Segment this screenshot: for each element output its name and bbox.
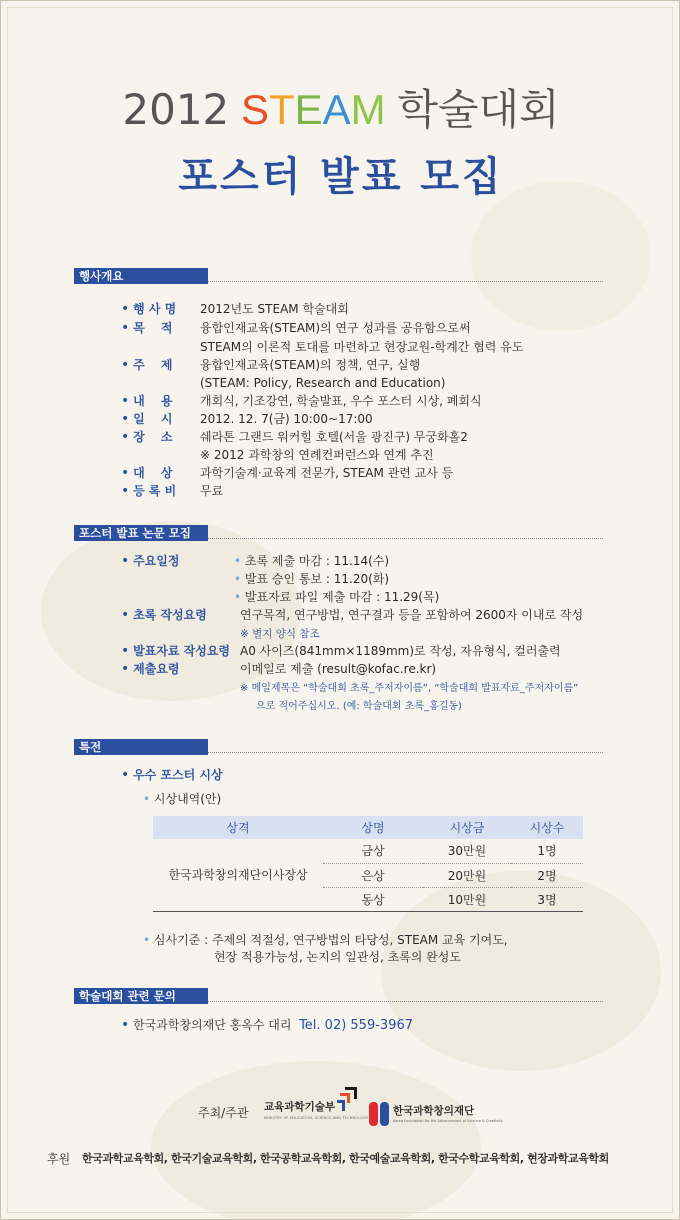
prize-count: 2명 <box>511 863 583 887</box>
bullet-icon: • <box>121 661 130 677</box>
title-suffix: 학술대회 <box>397 85 560 134</box>
overview-place-row <box>121 429 172 446</box>
overview-date: 2012. 12. 7(금) 10:00~17:00 <box>200 412 373 426</box>
title-steam <box>241 86 386 133</box>
bullet-icon: • <box>121 357 130 373</box>
sub-bullet-icon: • <box>234 590 242 604</box>
poster-schedule-text: 발표자료 파일 제출 마감 : 11.29(목) <box>244 590 440 604</box>
bullet-icon: • <box>121 465 130 481</box>
poster-schedule-item <box>234 571 389 588</box>
bullet-icon: • <box>121 1017 130 1033</box>
section-divider <box>208 752 603 753</box>
ministry-subtitle: MINISTRY OF EDUCATION, SCIENCE AND TECHNOLOGY <box>264 1116 369 1120</box>
bullet-icon: • <box>121 393 130 409</box>
contact-tel: Tel. 02) 559-3967 <box>299 1018 414 1033</box>
kofac-logo-icon <box>369 1101 389 1127</box>
overview-place: 쉐라톤 그랜드 워커힐 호텔(서울 광진구) 무궁화홀2 <box>200 430 468 444</box>
poster-submit-row <box>121 661 179 678</box>
benefits-award-detail: 시상내역(안) <box>153 792 222 806</box>
prize-header-grade: 상격 <box>153 816 323 839</box>
section-tab: 행사개요 <box>74 268 208 284</box>
overview-fee-label: 등 록 비 <box>133 484 177 498</box>
overview-target-row <box>121 465 172 482</box>
contact-row <box>121 1017 413 1034</box>
sponsor-list: 한국과학교육학회, 한국기술교육학회, 한국공학교육학회, 한국예술교육학회, 한국수학교육학회, 현장과학교육학회 <box>82 1152 609 1165</box>
sub-bullet-icon: • <box>234 554 242 568</box>
poster-abstract-note: ※ 별지 양식 참조 <box>240 628 320 640</box>
poster-material-label: 발표자료 작성요령 <box>133 644 231 658</box>
bullet-icon: • <box>121 553 130 569</box>
poster-material-row <box>121 643 230 660</box>
kofac-subtitle: Korea Foundation for the Advancement of Science & Creativity <box>393 1119 503 1123</box>
steam-letter: S <box>240 86 269 133</box>
sub-bullet-icon: • <box>143 792 151 806</box>
benefits-criteria: 심사기준 : 주제의 적절성, 연구방법의 타당성, STEAM 교육 기여도, <box>153 933 508 947</box>
benefits-criteria-cont: 현장 적용가능성, 논지의 일관성, 초록의 완성도 <box>214 950 461 964</box>
section-header-poster <box>74 525 603 541</box>
prize-row <box>153 839 583 863</box>
overview-purpose-row <box>121 320 172 337</box>
section-divider <box>208 281 603 282</box>
overview-place-note: ※ 2012 과학창의 연례컨퍼런스와 연계 추진 <box>200 448 434 462</box>
prize-name: 동상 <box>323 887 423 911</box>
sub-bullet-icon: • <box>143 933 151 947</box>
section-tab: 학술대회 관련 문의 <box>74 988 208 1004</box>
prize-grade: 한국과학창의재단이사장상 <box>153 839 323 911</box>
ministry-logo-icon <box>337 1087 361 1113</box>
overview-date-row <box>121 411 172 428</box>
steam-letter: A <box>322 86 351 133</box>
prize-money: 10만원 <box>423 887 511 911</box>
bullet-icon: • <box>121 607 130 623</box>
prize-money: 30만원 <box>423 839 511 863</box>
background-blot <box>151 1061 481 1220</box>
page-title <box>1 77 680 137</box>
overview-date-label: 일 시 <box>133 412 173 426</box>
overview-content: 개회식, 기조강연, 학술발표, 우수 포스터 시상, 폐회식 <box>200 394 482 408</box>
overview-name: 2012년도 STEAM 학술대회 <box>200 302 349 316</box>
poster-schedule-text: 초록 제출 마감 : 11.14(수) <box>244 554 390 568</box>
poster-schedule-row <box>121 553 179 570</box>
section-tab: 포스터 발표 논문 모집 <box>74 525 208 541</box>
bullet-icon: • <box>121 429 130 445</box>
poster-schedule-item <box>234 589 439 606</box>
prize-header-money: 시상금 <box>423 816 511 839</box>
overview-content-label: 내 용 <box>133 394 173 408</box>
poster-schedule-label: 주요일정 <box>133 554 180 568</box>
poster-material: A0 사이즈(841mm×1189mm)로 작성, 자유형식, 컬러출력 <box>240 644 561 658</box>
overview-theme-row <box>121 357 172 374</box>
overview-fee-row <box>121 483 176 500</box>
overview-purpose: 융합인재교육(STEAM)의 연구 성과를 공유함으로써 <box>200 321 471 335</box>
prize-count: 3명 <box>511 887 583 911</box>
bullet-icon: • <box>121 767 130 783</box>
poster-abstract: 연구목적, 연구방법, 연구결과 등을 포함하여 2600자 이내로 작성 <box>240 608 584 622</box>
section-divider <box>208 1001 603 1002</box>
steam-letter: T <box>268 86 295 133</box>
prize-header-count: 시상수 <box>511 816 583 839</box>
kofac-logo <box>369 1101 503 1131</box>
benefits-award: 우수 포스터 시상 <box>133 768 223 782</box>
prize-name: 은상 <box>323 863 423 887</box>
bullet-icon: • <box>121 320 130 336</box>
benefits-award-row <box>121 767 223 784</box>
overview-fee: 무료 <box>200 484 224 498</box>
poster-submit-label: 제출요령 <box>133 662 180 676</box>
overview-theme-label: 주 제 <box>133 358 173 372</box>
prize-count: 1명 <box>511 839 583 863</box>
background-blot <box>471 181 651 331</box>
section-header-contact <box>74 988 603 1004</box>
steam-letter: M <box>350 86 386 133</box>
benefits-criteria-row <box>143 932 508 949</box>
poster-schedule-item <box>234 553 389 570</box>
prize-table <box>153 816 583 912</box>
benefits-award-detail-row <box>143 791 221 808</box>
kofac-name: 한국과학창의재단 <box>393 1105 475 1117</box>
overview-purpose-label: 목 적 <box>133 321 173 335</box>
ministry-name: 교육과학기술부 <box>264 1101 336 1113</box>
prize-name: 금상 <box>323 839 423 863</box>
poster-submit-note: ※ 메일제목은 “학술대회 초록_주저자이름”, “학술대회 발표자료_주저자이름” <box>240 683 579 694</box>
sponsor-label: 후원 <box>47 1152 71 1166</box>
bullet-icon: • <box>121 411 130 427</box>
page-subtitle: 포스터 발표 모집 <box>178 154 504 200</box>
section-divider <box>208 538 603 539</box>
title-year: 2012 <box>122 85 230 134</box>
bullet-icon: • <box>121 483 130 499</box>
overview-name-row <box>121 301 176 318</box>
overview-target: 과학기술계·교육계 전문가, STEAM 관련 교사 등 <box>200 466 454 480</box>
bullet-icon: • <box>121 643 130 659</box>
overview-theme: 융합인재교육(STEAM)의 정책, 연구, 실행 <box>200 358 421 372</box>
overview-target-label: 대 상 <box>133 466 173 480</box>
overview-place-label: 장 소 <box>133 430 173 444</box>
contact-person: 한국과학창의재단 홍옥수 대리 <box>133 1018 292 1032</box>
section-tab: 특전 <box>74 739 208 755</box>
poster-submit: 이메일로 제출 (result@kofac.re.kr) <box>240 662 437 676</box>
sub-bullet-icon: • <box>234 572 242 586</box>
host-label: 주최/주관 <box>198 1106 249 1120</box>
overview-content-row <box>121 393 172 410</box>
section-header-benefits <box>74 739 603 755</box>
section-header-overview <box>74 268 603 284</box>
poster-abstract-row <box>121 607 207 624</box>
overview-theme-cont: (STEAM: Policy, Research and Education) <box>200 376 446 390</box>
prize-money: 20만원 <box>423 863 511 887</box>
steam-letter: E <box>294 86 323 133</box>
poster-schedule-text: 발표 승인 통보 : 11.20(화) <box>244 572 390 586</box>
prize-table-header <box>153 816 583 839</box>
overview-purpose-cont: STEAM의 이론적 토대를 마련하고 현장교원-학계간 협력 유도 <box>200 340 524 354</box>
prize-header-name: 상명 <box>323 816 423 839</box>
poster-submit-note-cont: 으로 적어주십시오. (예: 학술대회 초록_홍길동) <box>256 701 462 712</box>
poster-abstract-label: 초록 작성요령 <box>133 608 207 622</box>
overview-name-label: 행 사 명 <box>133 302 177 316</box>
bullet-icon: • <box>121 301 130 317</box>
